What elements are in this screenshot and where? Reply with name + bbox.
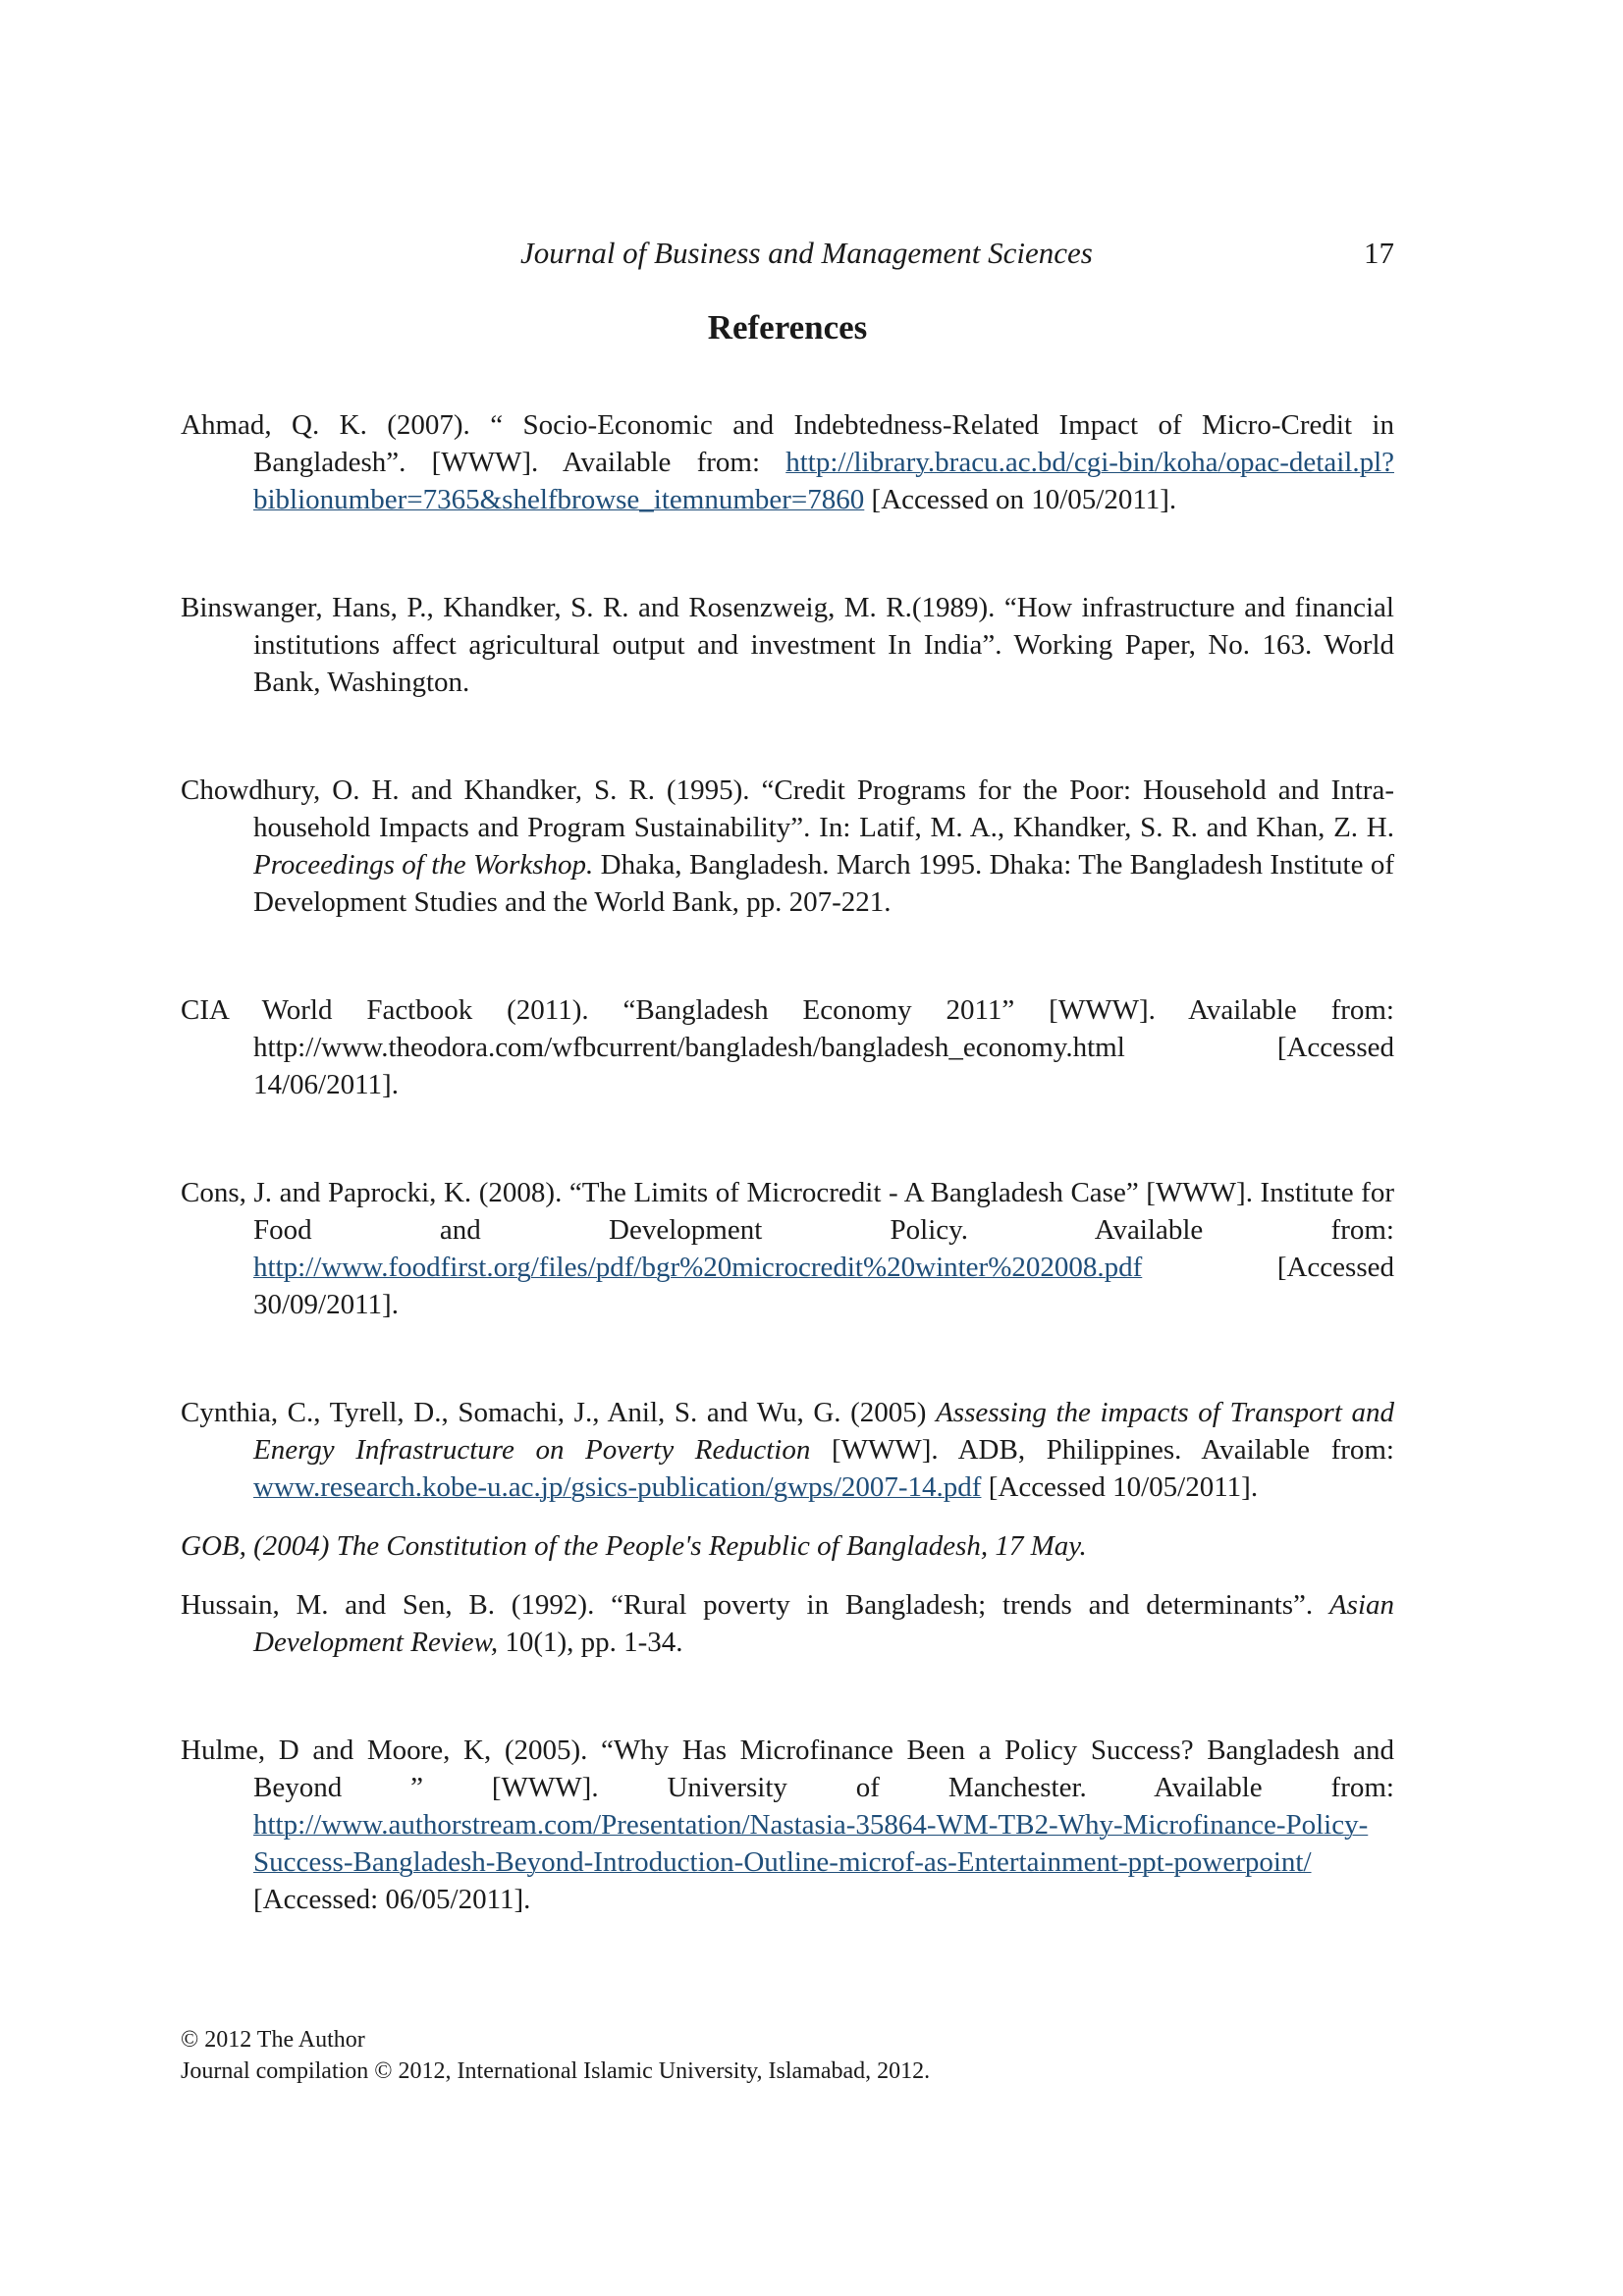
reference-italic-title: Assessing the impacts of Transport and Energy Infrastructure on Poverty Reduction bbox=[253, 1397, 1394, 1466]
reference-hulme-2005 bbox=[181, 1732, 1394, 1918]
reference-italic-title: Asian Development Review, bbox=[253, 1589, 1394, 1658]
reference-link[interactable]: http://library.bracu.ac.bd/cgi-bin/koha/opac-detail.pl?biblionumber=7365&shelfbrowse_itemnumber=7860 bbox=[253, 447, 1394, 515]
reference-text: CIA World Factbook (2011). “Bangladesh Economy 2011” [WWW]. Available from: http://www.theodora.com/wfbcurrent/bangladesh/bangladesh_economy.html [Accessed 14/06/2011]. bbox=[181, 994, 1394, 1100]
reference-text: Cynthia, C., Tyrell, D., Somachi, J., Anil, S. and Wu, G. (2005) bbox=[181, 1397, 937, 1428]
reference-text: [Accessed 30/09/2011]. bbox=[253, 1252, 1394, 1320]
reference-text: GOB, (2004) The Constitution of the People's Republic of Bangladesh, 17 May. bbox=[181, 1530, 1087, 1562]
footer-compilation-line: Journal compilation © 2012, International Islamic University, Islamabad, 2012. bbox=[181, 2058, 931, 2084]
reference-text: Hussain, M. and Sen, B. (1992). “Rural poverty in Bangladesh; trends and determinants”. bbox=[181, 1589, 1329, 1621]
reference-hussain-1992 bbox=[181, 1586, 1394, 1661]
reference-text: [Accessed: 06/05/2011]. bbox=[253, 1884, 531, 1915]
reference-gob-2004 bbox=[181, 1527, 1394, 1565]
page-number: 17 bbox=[1364, 236, 1394, 270]
reference-text: Hulme, D and Moore, K, (2005). “Why Has Microfinance Been a Policy Success? Bangladesh and Beyond ” [WWW]. University of Manchester. Available from: bbox=[181, 1735, 1394, 1803]
reference-text: Dhaka, Bangladesh. March 1995. Dhaka: The Bangladesh Institute of Development Studies and the World Bank, pp. 207-221. bbox=[253, 849, 1394, 918]
reference-text: Ahmad, Q. K. (2007). “ Socio-Economic and Indebtedness-Related Impact of Micro-Credit in Bangladesh”. [WWW]. Available from: bbox=[181, 409, 1394, 478]
reference-list bbox=[181, 406, 1394, 1918]
reference-text: Cons, J. and Paprocki, K. (2008). “The Limits of Microcredit - A Bangladesh Case” [WWW]. Institute for Food and Development Policy. Available from: bbox=[181, 1177, 1394, 1246]
reference-text: 10(1), pp. 1-34. bbox=[498, 1627, 683, 1658]
reference-cynthia-2005 bbox=[181, 1394, 1394, 1506]
reference-binswanger-1989 bbox=[181, 589, 1394, 701]
reference-text: Chowdhury, O. H. and Khandker, S. R. (1995). “Credit Programs for the Poor: Household and Intra-household Impacts and Program Sustainability”. In: Latif, M. A., Khandker, S. R. and Khan, Z. H. bbox=[181, 774, 1394, 843]
running-header bbox=[181, 232, 1394, 275]
reference-link[interactable]: http://www.foodfirst.org/files/pdf/bgr%20microcredit%20winter%202008.pdf bbox=[253, 1252, 1143, 1283]
footer-author-line: © 2012 The Author bbox=[181, 2027, 365, 2053]
reference-link[interactable]: http://www.authorstream.com/Presentation/Nastasia-35864-WM-TB2-Why-Microfinance-Policy-Success-Bangladesh-Beyond-Introduction-Outline-microf-as-Entertainment-ppt-powerpoint/ bbox=[253, 1809, 1369, 1878]
reference-ahmad-2007 bbox=[181, 406, 1394, 518]
reference-link[interactable]: www.research.kobe-u.ac.jp/gsics-publication/gwps/2007-14.pdf bbox=[253, 1471, 982, 1503]
journal-name: Journal of Business and Management Sciences bbox=[520, 236, 1093, 270]
section-title: References bbox=[707, 308, 868, 347]
reference-italic-title: Proceedings of the Workshop. bbox=[253, 849, 594, 881]
reference-cons-2008 bbox=[181, 1174, 1394, 1323]
reference-chowdhury-1995 bbox=[181, 772, 1394, 921]
reference-text: [WWW]. ADB, Philippines. Available from: bbox=[810, 1434, 1394, 1466]
reference-cia-factbook-2011 bbox=[181, 991, 1394, 1103]
reference-text: [Accessed on 10/05/2011]. bbox=[864, 484, 1177, 515]
copyright-footer bbox=[181, 2024, 1394, 2087]
reference-text: Binswanger, Hans, P., Khandker, S. R. and Rosenzweig, M. R.(1989). “How infrastructure and financial institutions affect agricultural output and investment In India”. Working Paper, No. 163. World Bank, Washington. bbox=[181, 592, 1394, 698]
reference-text: [Accessed 10/05/2011]. bbox=[981, 1471, 1259, 1503]
